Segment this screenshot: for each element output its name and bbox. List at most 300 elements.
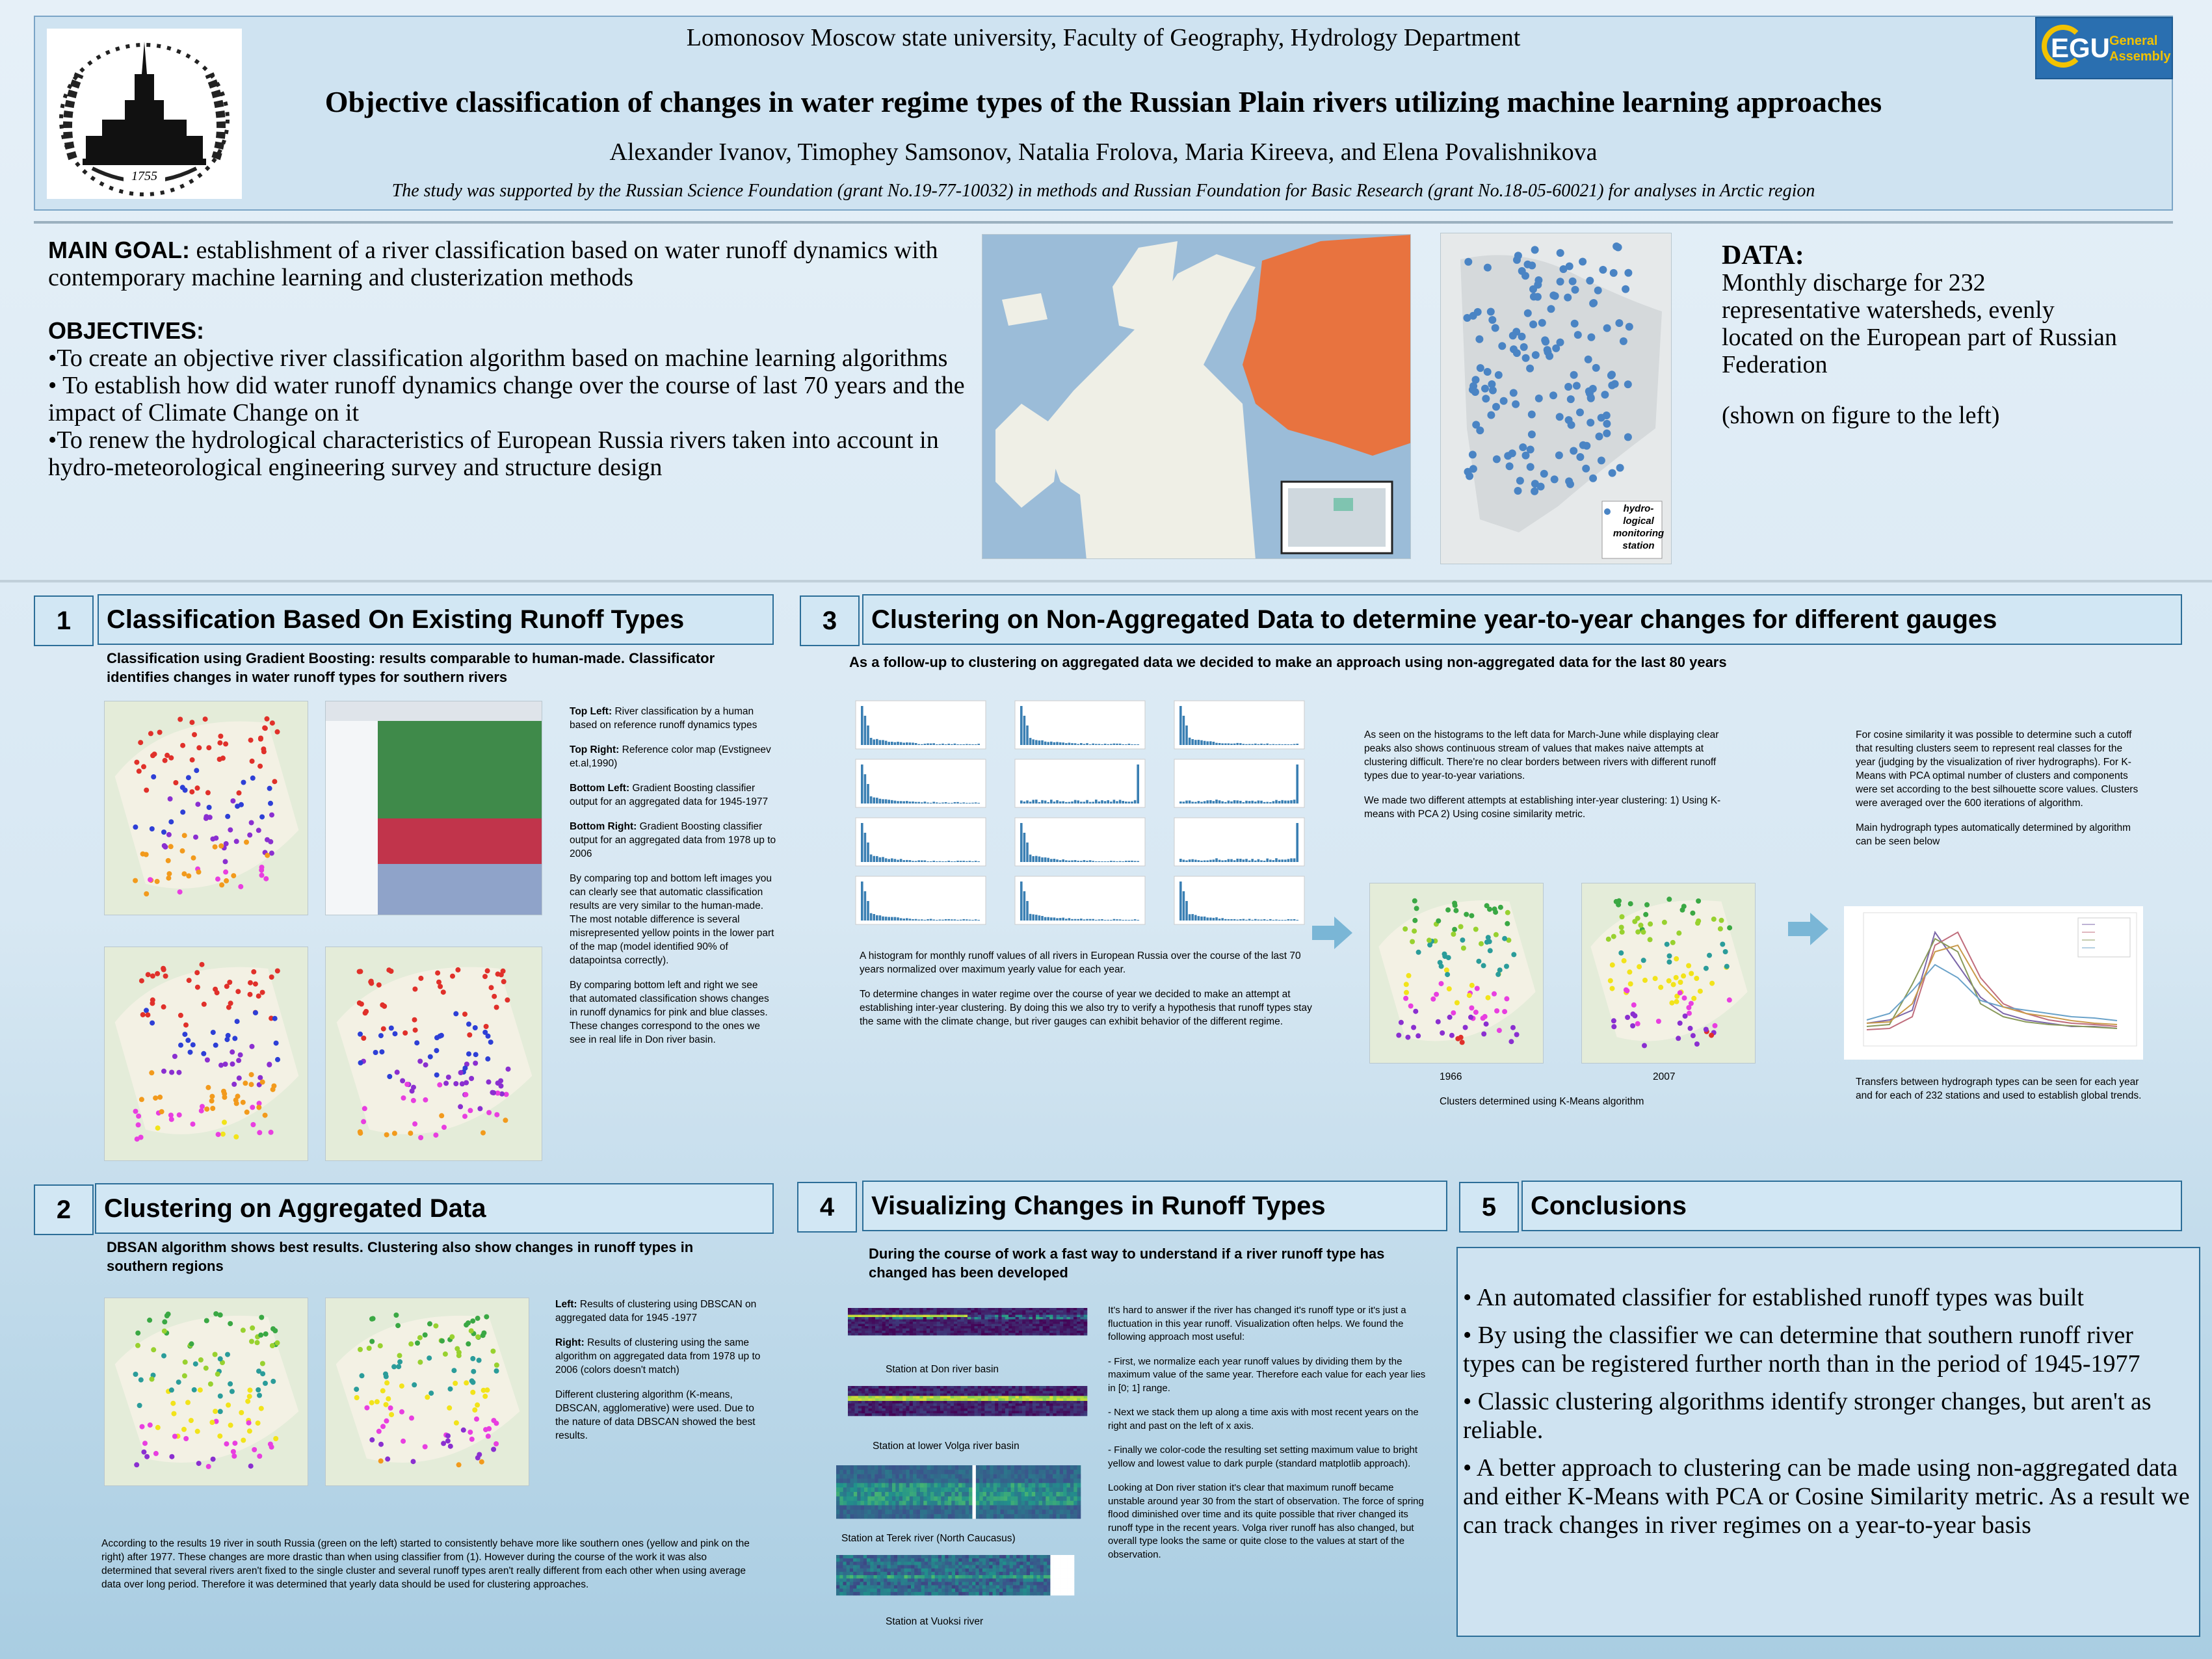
station-dot (148, 1422, 153, 1428)
s1-map-top-left-dots (105, 701, 308, 915)
station-dot (161, 1004, 166, 1010)
station-dot (194, 970, 200, 975)
station-dot (1439, 981, 1444, 986)
s3-right-text-1: For cosine similarity it was possible to determine such a cutoff that resulting clusters seem to represent real classes for the year (judging by the visualization of river hydrographs). For K-Means with PCA optimal number of clusters and components were set according to the best silhouette score values. Clusters were averaged over the 600 iterations of algorithm. (1856, 729, 2139, 809)
station-dot (185, 1038, 191, 1043)
station-dot (458, 1070, 464, 1075)
station-dot (492, 994, 497, 999)
station-dot (259, 865, 265, 870)
station-dot (238, 1052, 243, 1058)
station-dot (148, 877, 153, 882)
station-dot (1666, 896, 1672, 902)
station-dot (1445, 908, 1451, 913)
station-dot (411, 1098, 416, 1103)
station-dot (1516, 477, 1524, 485)
station-dot (244, 840, 249, 845)
station-dot (488, 1039, 494, 1045)
station-dot (1704, 966, 1709, 971)
station-dot (389, 969, 394, 974)
station-dot (466, 1021, 471, 1026)
station-dot (275, 1340, 280, 1346)
station-dot (399, 1409, 404, 1415)
station-dot (428, 1391, 434, 1396)
station-dot (359, 1002, 364, 1007)
station-dot (162, 1329, 167, 1334)
egu-logo (2035, 17, 2173, 79)
station-dot (1586, 389, 1594, 397)
station-dot (141, 764, 146, 769)
station-dot (1482, 1014, 1488, 1019)
station-dot (230, 798, 235, 803)
station-dot (1434, 992, 1439, 997)
station-dot (265, 716, 270, 722)
station-dot (423, 1333, 428, 1338)
station-dot (1637, 964, 1642, 969)
station-dot (1641, 930, 1646, 935)
station-dot (413, 1028, 418, 1033)
station-dot (201, 1051, 206, 1056)
station-dot (479, 1459, 484, 1465)
station-dot (237, 790, 242, 796)
station-dot (260, 990, 265, 995)
station-dot (1674, 975, 1679, 980)
s3-kmeans-map-1966 (1369, 883, 1544, 1064)
station-dot (1410, 939, 1415, 945)
station-dot (451, 1368, 456, 1373)
station-dot (1526, 365, 1534, 372)
station-dot (248, 980, 253, 986)
station-dot (1582, 465, 1590, 473)
station-dot (389, 1412, 394, 1417)
s4-strip-don-heatmap (832, 1308, 1092, 1344)
station-dot (397, 1353, 402, 1358)
station-dot (218, 1394, 223, 1399)
station-dot (1531, 488, 1538, 495)
station-dot (1616, 464, 1624, 472)
station-dot (257, 764, 263, 769)
intro-divider (0, 580, 2212, 582)
station-dot (1473, 1010, 1479, 1015)
section4-number: 4 (797, 1182, 857, 1233)
station-dot (215, 1372, 220, 1377)
station-dot (1586, 277, 1594, 285)
objective-item: •To renew the hydrological characteristics of European Russia rivers taken into account in hydro-meteorological engineering survey and structure design (48, 426, 939, 481)
station-dot (1624, 380, 1632, 388)
data-note: (shown on figure to the left) (1722, 402, 2000, 429)
station-dot (1528, 411, 1536, 419)
station-dot (1508, 1039, 1514, 1044)
section2-bottom-text: According to the results 19 river in south Russia (green on the left) started to consistently behave more like southern ones (yellow and pink on the right) after 1977. These changes are more drastic than when using classifier from (1). However during the course of the work it was also determined that several rivers aren't fixed to the single cluster and several runoff types aren't really different from each other when using average data over long period. Therefore it was determined that yearly data should be used for clustering approaches. (101, 1538, 750, 1590)
station-dot (257, 1454, 262, 1459)
station-dot (168, 819, 174, 824)
station-dot (239, 1410, 244, 1415)
station-dot (1498, 905, 1503, 910)
station-dot (464, 1080, 469, 1086)
station-dot (1606, 937, 1611, 942)
station-dot (223, 859, 228, 864)
station-dot (223, 869, 228, 874)
station-dot (397, 1359, 402, 1365)
s4-strip-vuoksi (821, 1555, 1079, 1604)
station-dot (401, 1095, 406, 1101)
station-dot (481, 1130, 486, 1136)
station-dot (1444, 967, 1449, 973)
station-dot (1656, 1019, 1661, 1024)
station-dot (378, 1343, 383, 1348)
station-dot (494, 1368, 499, 1374)
station-dot (396, 1364, 401, 1369)
station-dot (1686, 1005, 1691, 1010)
station-dot (1723, 949, 1728, 954)
station-dot (216, 1132, 221, 1137)
station-dot (139, 1097, 144, 1102)
station-dot (1686, 963, 1691, 969)
station-dot (176, 1070, 181, 1075)
s4-strip-don (832, 1308, 1092, 1344)
station-dot (453, 1081, 458, 1086)
station-dot (209, 1094, 215, 1099)
station-dot (1678, 990, 1683, 995)
station-dot (183, 1023, 189, 1028)
station-dot (1473, 927, 1479, 932)
station-dot (367, 1346, 372, 1351)
station-dot (200, 962, 205, 967)
station-dot (412, 1121, 417, 1127)
funding-line: The study was supported by the Russian Science Foundation (grant No.19-77-10032) in methods and Russian Foundation for Basic Research (grant No.18-05-60021) for analyses in Arctic region (391, 181, 1815, 201)
histogram-panel (1174, 818, 1304, 866)
station-dot (1451, 932, 1456, 937)
station-dot (221, 1089, 226, 1094)
station-dot (386, 1396, 391, 1402)
s1-map-top-right (325, 701, 542, 915)
station-dot (494, 1441, 499, 1446)
station-dot (153, 1095, 158, 1101)
station-dot (232, 1441, 237, 1446)
station-dot (360, 1373, 365, 1378)
station-dot (1502, 1009, 1507, 1014)
station-dot (1513, 256, 1521, 264)
station-dot (1475, 335, 1483, 343)
section3-title: Clustering on Non-Aggregated Data to determine year-to-year changes for different gauges (862, 594, 2182, 645)
station-dot (188, 1050, 193, 1055)
section2-number: 2 (34, 1184, 94, 1235)
station-dot (1518, 333, 1526, 341)
station-dot (182, 1032, 187, 1037)
station-dot (439, 1113, 444, 1118)
s3-kmeans-1966-dots (1370, 883, 1544, 1064)
data-text: Monthly discharge for 232 representative watersheds, evenly located on the European part of Russian Federation (1722, 269, 2117, 378)
station-dot (192, 732, 197, 737)
arrow-right-icon (1788, 913, 1828, 945)
station-dot (450, 974, 455, 979)
station-dot (1476, 959, 1481, 964)
station-dot (220, 755, 226, 761)
station-dot (1709, 1033, 1714, 1038)
station-dot (203, 716, 208, 722)
station-dot (234, 839, 239, 844)
station-dot (133, 1372, 138, 1377)
station-dot (258, 1333, 263, 1338)
s3-hydrograph-lines (1844, 906, 2143, 1060)
s2-map-right (325, 1298, 529, 1486)
station-dot (1624, 269, 1632, 277)
station-dot (1681, 904, 1687, 909)
station-dot (237, 1075, 242, 1080)
station-dot (483, 1427, 488, 1432)
station-dot (249, 1339, 254, 1344)
station-dot (486, 1079, 492, 1084)
s1-caption: By comparing top and bottom left images you can clearly see that automatic classification results are very similar to the human-made. The most notable difference is several misrepresented yellow points in the lower part of the map (model identified 90% of datapointsa correctly). (570, 873, 774, 966)
station-dot (272, 779, 277, 784)
station-dot (149, 1070, 154, 1075)
station-dot (469, 1437, 475, 1442)
station-dot (1452, 927, 1457, 932)
station-dot (1691, 1033, 1696, 1038)
station-dot (423, 1062, 428, 1067)
station-dot (215, 990, 220, 995)
station-dot (1614, 899, 1619, 904)
stations-map (1440, 233, 1672, 564)
station-dot (379, 1049, 384, 1054)
station-dot (1653, 976, 1658, 981)
station-dot (1519, 443, 1527, 451)
station-dot (1618, 950, 1624, 956)
station-dot (1603, 420, 1611, 428)
station-dot (393, 1031, 398, 1036)
station-dot (247, 1394, 252, 1399)
station-dot (1521, 272, 1529, 280)
station-dot (1635, 930, 1640, 935)
station-dot (1674, 999, 1679, 1004)
station-dot (1681, 973, 1686, 978)
conclusion-item: • By using the classifier we can determine that southern runoff river types can be registered further north than in the period of 1945-1977 (1463, 1322, 2140, 1378)
station-dot (161, 966, 166, 971)
station-dot (1609, 469, 1616, 477)
station-dot (486, 1110, 492, 1116)
station-dot (209, 1099, 215, 1104)
station-dot (373, 1050, 378, 1055)
s3-hist-caption-2: To determine changes in water regime over the course of year we decided to make an attempt at establishing inter-year clustering. By doing this we also try to verify a hypothesis that runoff types stay the same with the climate change, but river gauges can exhibit behavior of the different regime. (860, 989, 1312, 1027)
station-dot (1713, 1023, 1718, 1028)
station-dot (494, 1420, 499, 1426)
station-dot (247, 833, 252, 838)
station-dot (191, 856, 196, 861)
station-dot (369, 1437, 375, 1443)
station-dot (1707, 953, 1712, 958)
station-dot (1666, 978, 1672, 984)
station-dot (391, 1364, 397, 1369)
station-dot (362, 1106, 367, 1111)
station-dot (249, 820, 254, 826)
station-dot (401, 1439, 406, 1444)
station-dot (183, 1359, 188, 1365)
s2-map-right-dots (326, 1298, 529, 1486)
station-dot (412, 1382, 417, 1387)
station-dot (268, 1442, 273, 1447)
station-dot (213, 835, 218, 841)
station-dot (1566, 480, 1574, 488)
station-dot (437, 1082, 442, 1088)
station-dot (384, 1418, 389, 1424)
station-dot (1493, 909, 1498, 915)
station-dot (499, 1084, 504, 1089)
station-dot (1461, 946, 1466, 951)
section5-title: Conclusions (1521, 1181, 2182, 1231)
station-dot (1489, 387, 1497, 395)
s1-caption: By comparing bottom left and right we see that automated classification shows changes in runoff dynamics for pink and blue classes. These changes correspond to the ones we see in real life in Don river basin. (570, 980, 769, 1045)
station-dot (1414, 906, 1419, 911)
s1-map-bottom-left-dots (105, 947, 308, 1161)
station-dot (259, 1315, 264, 1320)
station-dot (230, 1062, 235, 1067)
station-dot (358, 1060, 363, 1065)
station-dot (1589, 300, 1597, 307)
station-dot (260, 1080, 265, 1085)
station-dot (489, 985, 494, 990)
station-dot (245, 1399, 250, 1404)
station-dot (1482, 395, 1490, 402)
station-dot (150, 1377, 155, 1382)
station-dot (169, 1454, 174, 1459)
station-dot (137, 1403, 142, 1408)
station-dot (181, 871, 187, 876)
station-dot (427, 1355, 432, 1361)
s3-histograms (843, 698, 1311, 932)
station-dot (1514, 1032, 1520, 1038)
station-dot (268, 801, 273, 806)
station-dot (1598, 456, 1605, 464)
station-dot (275, 1057, 280, 1062)
station-dot (1469, 983, 1475, 988)
station-dot (358, 1032, 363, 1037)
station-dot (155, 971, 160, 976)
station-dot (178, 889, 183, 895)
station-dot (380, 1388, 386, 1393)
station-dot (134, 760, 139, 765)
station-dot (218, 843, 224, 848)
station-dot (270, 720, 275, 725)
station-dot (1627, 969, 1632, 974)
s4-strip-label-terek: Station at Terek river (North Caucasus) (841, 1533, 1016, 1544)
station-dot (148, 731, 153, 736)
station-dot (250, 759, 255, 764)
station-dot (477, 1452, 482, 1457)
s3-kmeans-caption: Clusters determined using K-Means algorithm (1440, 1096, 1644, 1107)
station-dot (1579, 258, 1587, 266)
station-dot (1464, 258, 1472, 266)
station-dot (261, 746, 266, 751)
histogram-panel (1174, 759, 1304, 807)
station-dot (267, 1062, 272, 1067)
station-dot (484, 1024, 489, 1029)
station-dot (433, 1324, 438, 1329)
station-dot (1453, 903, 1458, 908)
station-dot (206, 1464, 211, 1469)
station-dot (1487, 411, 1495, 419)
s4-strip-label-volga: Station at lower Volga river basin (873, 1441, 1020, 1452)
station-dot (448, 1387, 453, 1392)
station-dot (449, 1334, 454, 1339)
station-dot (225, 1352, 230, 1357)
station-dot (182, 1373, 187, 1378)
station-dot (1527, 463, 1534, 471)
station-dot (1570, 447, 1577, 455)
station-dot (220, 1132, 226, 1137)
station-dot (169, 1387, 174, 1392)
station-dot (1477, 364, 1484, 372)
s1-caption: Bottom Right: Gradient Boosting classifier output for an aggregated data from 1978 up to 2006 (570, 821, 776, 859)
egu-letters: EGU (2051, 33, 2111, 63)
station-dot (467, 1430, 473, 1435)
station-dot (361, 1119, 366, 1124)
station-dot (1719, 918, 1724, 923)
station-dot (1436, 1019, 1441, 1025)
station-dot (1528, 430, 1536, 438)
data-block (1722, 242, 2125, 429)
station-dot (1585, 356, 1592, 363)
station-dot (473, 1052, 479, 1057)
station-dot (241, 1100, 246, 1105)
station-dot (438, 1034, 443, 1039)
station-dot (1455, 1000, 1460, 1006)
station-dot (138, 740, 143, 745)
station-dot (1599, 266, 1607, 274)
station-dot (141, 1450, 146, 1455)
station-dot (155, 1125, 161, 1130)
station-dot (253, 982, 258, 987)
station-dot (1469, 451, 1477, 458)
station-dot (195, 785, 200, 790)
station-dot (490, 1349, 495, 1354)
poster-header (34, 16, 2173, 211)
station-dot (1469, 312, 1477, 320)
station-dot (1711, 917, 1717, 922)
station-dot (462, 1065, 467, 1071)
station-dot (1404, 982, 1409, 987)
station-dot (1493, 455, 1501, 463)
station-dot (1674, 956, 1679, 961)
station-dot (1530, 293, 1538, 300)
station-dot (185, 1400, 191, 1405)
station-dot (250, 1326, 255, 1331)
station-dot (1613, 242, 1620, 250)
station-dot (186, 873, 191, 878)
station-dot (235, 803, 240, 809)
station-dot (193, 1361, 198, 1366)
station-dot (140, 1012, 146, 1017)
section1-title: Classification Based On Existing Runoff Types (98, 594, 774, 645)
station-dot (1445, 972, 1450, 977)
s2-map-left (104, 1298, 308, 1486)
station-dot (1696, 898, 1701, 904)
station-dot (248, 1463, 254, 1469)
station-dot (404, 1082, 410, 1087)
station-dot (181, 1427, 187, 1432)
station-dot (354, 1395, 360, 1400)
station-dot (1662, 920, 1667, 925)
station-dot (269, 974, 274, 980)
station-dot (1676, 930, 1681, 935)
section2-subtitle: DBSAN algorithm shows best results. Clustering also show changes in runoff types in southern regions (107, 1239, 694, 1274)
station-dot (248, 738, 254, 743)
station-dot (1698, 989, 1703, 994)
station-dot (1724, 964, 1730, 969)
station-dot (448, 1444, 453, 1449)
station-dot (1608, 978, 1613, 984)
station-dot (1594, 287, 1602, 294)
station-dot (1727, 997, 1732, 1002)
station-dot (482, 974, 488, 979)
